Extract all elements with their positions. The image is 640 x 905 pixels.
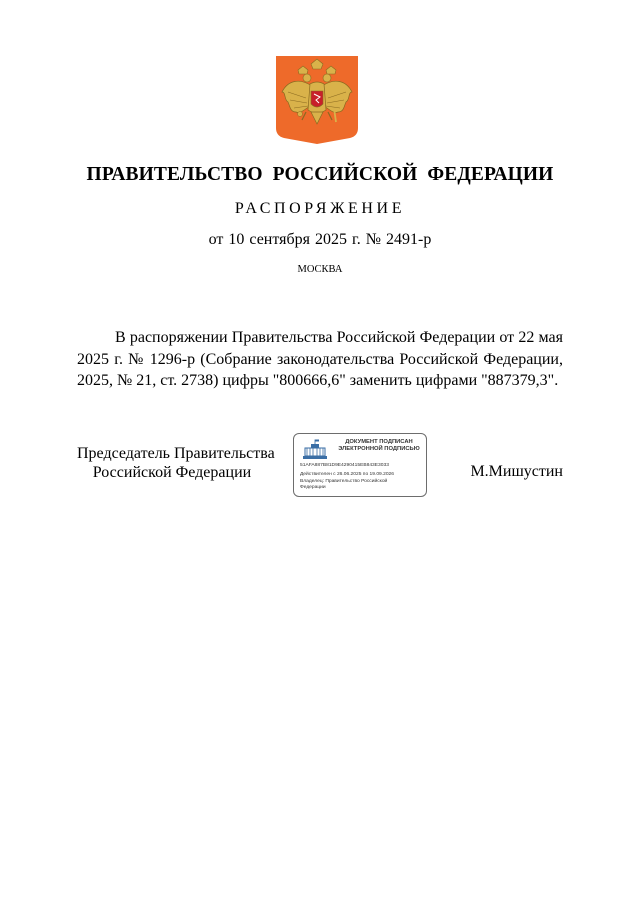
certificate-number: 51AFA887B81D9E4290415EB843E3033 — [300, 463, 389, 468]
certificate-validity: Действителен с 26.06.2025 по 19.09.2026 — [300, 472, 394, 477]
city: МОСКВА — [297, 264, 343, 275]
signer-name: М.Мишустин — [470, 463, 563, 480]
document-date-number: от 10 сентября 2025 г. № 2491-р — [208, 231, 432, 248]
signer-position-line2: Российской Федерации — [92, 464, 252, 481]
coat-of-arms-icon — [276, 56, 358, 144]
certificate-owner: Владелец: Правительство Российской Федерации — [300, 479, 388, 490]
signer-position — [77, 444, 275, 482]
government-title: ПРАВИТЕЛЬСТВО РОССИЙСКОЙ ФЕДЕРАЦИИ — [86, 164, 554, 185]
stamp-title: ДОКУМЕНТ ПОДПИСАН ЭЛЕКТРОННОЙ ПОДПИСЬЮ — [338, 439, 420, 453]
electronic-signature-stamp — [293, 433, 427, 497]
signer-position-line1: Председатель Правительства — [77, 445, 275, 462]
document-type: РАСПОРЯЖЕНИЕ — [234, 200, 406, 217]
government-building-icon — [302, 439, 328, 461]
order-text: В распоряжении Правительства Российской Федерации от 22 мая 2025 г. № 1296-р (Собрание законодательства Российской Федерации, 2025, № 21, ст. 2738) цифры "800666,6" заменить цифрами "887379,3". — [77, 329, 563, 389]
